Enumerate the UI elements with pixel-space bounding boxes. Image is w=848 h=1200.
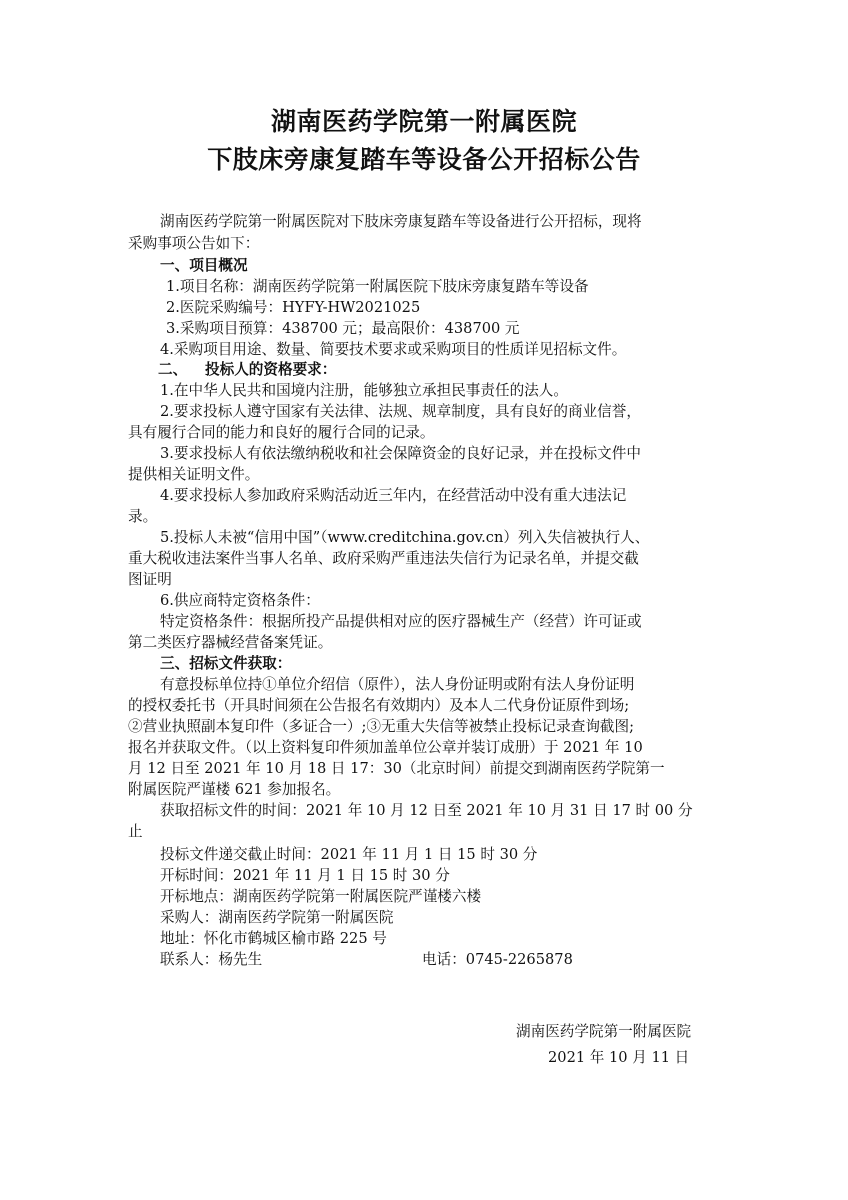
signature-date: 2021 年 10 月 11 日: [548, 1049, 690, 1066]
section-1-heading: 一、项目概况: [160, 257, 248, 274]
section-2-line-2: 2.要求投标人遵守国家有关法律、法规、规章制度，具有良好的商业信誉，: [160, 403, 641, 420]
section-3-line-4: 报名并获取文件。（以上资料复印件须加盖单位公章并装订成册）于 2021 年 10: [128, 739, 643, 756]
document-title-line-1: 湖南医药学院第一附属医院: [270, 107, 577, 136]
intro-line-2: 采购事项公告如下：: [128, 235, 260, 252]
section-2-line-5: 提供相关证明文件。: [128, 466, 260, 483]
section-2-heading-number: 二、: [158, 361, 188, 378]
signature-organization: 湖南医药学院第一附属医院: [516, 1023, 692, 1040]
submission-deadline: 投标文件递交截止时间：2021 年 11 月 1 日 15 时 30 分: [160, 846, 538, 863]
section-2-line-6: 4.要求投标人参加政府采购活动近三年内，在经营活动中没有重大违法记: [160, 487, 627, 504]
contact-phone: 电话：0745-2265878: [422, 951, 573, 968]
section-2-line-7: 录。: [128, 508, 158, 525]
purchaser: 采购人：湖南医药学院第一附属医院: [160, 909, 394, 926]
address: 地址：怀化市鹤城区榆市路 225 号: [160, 930, 387, 947]
section-2-line-13: 第二类医疗器械经营备案凭证。: [128, 634, 333, 651]
contact-person: 联系人：杨先生: [160, 951, 263, 968]
intro-line-1: 湖南医药学院第一附属医院对下肢床旁康复踏车等设备进行公开招标，现将: [160, 213, 642, 230]
bid-opening-time: 开标时间：2021 年 11 月 1 日 15 时 30 分: [160, 867, 450, 884]
section-1-item-2: 2.医院采购编号：HYFY-HW2021025: [166, 299, 421, 316]
section-3-line-6: 附属医院严谨楼 621 参加报名。: [128, 781, 341, 798]
section-3-heading: 三、招标文件获取：: [160, 655, 292, 672]
section-2-line-3: 具有履行合同的能力和良好的履行合同的记录。: [128, 424, 435, 441]
section-2-line-12: 特定资格条件：根据所投产品提供相对应的医疗器械生产（经营）许可证或: [160, 613, 642, 630]
section-2-line-4: 3.要求投标人有依法缴纳税收和社会保障资金的良好记录，并在投标文件中: [160, 445, 641, 462]
section-2-heading: 投标人的资格要求：: [205, 361, 337, 378]
section-2-line-9: 重大税收违法案件当事人名单、政府采购严重违法失信行为记录名单，并提交截: [128, 550, 639, 567]
section-2-line-1: 1.在中华人民共和国境内注册，能够独立承担民事责任的法人。: [160, 382, 568, 399]
section-3-line-3: ②营业执照副本复印件（多证合一）;③无重大失信等被禁止投标记录查询截图;: [128, 718, 635, 735]
section-3-line-5: 月 12 日至 2021 年 10 月 18 日 17：30（北京时间）前提交到湖南医药学院第一: [128, 760, 665, 777]
section-3-line-8: 止: [128, 823, 143, 840]
section-3-line-2: 的授权委托书（开具时间须在公告报名有效期内）及本人二代身份证原件到场;: [128, 697, 630, 714]
section-2-line-11: 6.供应商特定资格条件：: [160, 592, 320, 609]
section-3-line-1: 有意投标单位持①单位介绍信（原件），法人身份证明或附有法人身份证明: [160, 676, 635, 693]
section-1-item-3: 3.采购项目预算：438700 元；最高限价：438700 元: [166, 320, 520, 337]
document-title-line-2: 下肢床旁康复踏车等设备公开招标公告: [207, 145, 641, 174]
section-2-line-8: 5.投标人未被“信用中国”（www.creditchina.gov.cn）列入失信被执行人、: [160, 529, 650, 546]
section-1-item-4: 4.采购项目用途、数量、简要技术要求或采购项目的性质详见招标文件。: [160, 341, 627, 358]
section-2-line-10: 图证明: [128, 571, 172, 588]
section-1-item-1: 1.项目名称：湖南医药学院第一附属医院下肢床旁康复踏车等设备: [166, 278, 589, 295]
section-3-line-7: 获取招标文件的时间：2021 年 10 月 12 日至 2021 年 10 月 31 日 17 时 00 分: [160, 802, 693, 819]
bid-opening-place: 开标地点：湖南医药学院第一附属医院严谨楼六楼: [160, 888, 482, 905]
